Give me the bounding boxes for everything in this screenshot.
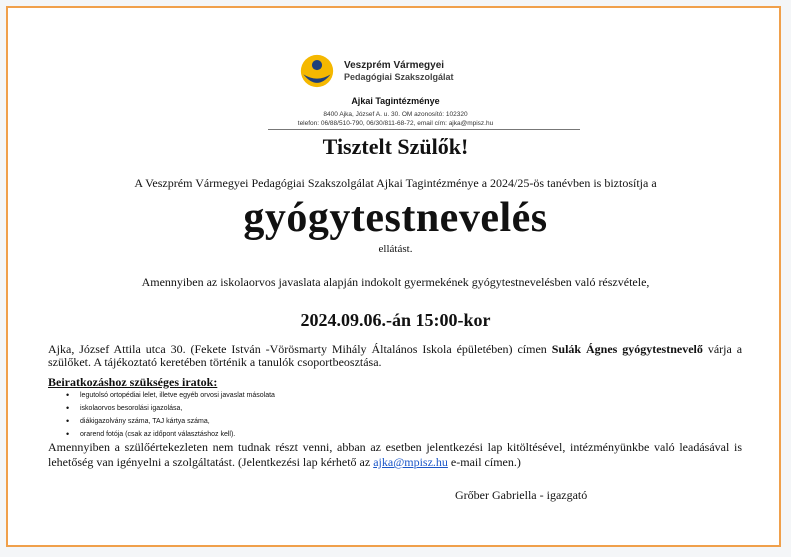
- teacher-name: Sulák Ágnes gyógytestnevelő: [551, 342, 703, 356]
- address-line: 8400 Ajka, József A. u. 30. OM azonosító: 102320: [323, 111, 468, 118]
- unit-name: Ajkai Tagintézménye: [351, 96, 440, 106]
- letterhead-address: [0, 110, 791, 128]
- meeting-date: 2024.09.06.-án 15:00-kor: [300, 310, 491, 330]
- contact-line: telefon: 06/88/510-790, 06/30/811-68-72, email cím: ajka@mpisz.hu: [297, 120, 494, 128]
- headline-subtext: ellátást.: [378, 243, 413, 255]
- signature: Grőber Gabriella - igazgató: [455, 488, 588, 502]
- email-link[interactable]: ajka@mpisz.hu: [373, 455, 448, 469]
- closing-text-end: e-mail címen.): [450, 455, 521, 469]
- list-item: • orarend fotója (csak az időpont választáshoz kell).: [70, 428, 275, 441]
- headline: gyógytestnevelés: [243, 195, 548, 241]
- org-name-line1: Veszprém Vármegyei: [344, 60, 445, 72]
- condition-paragraph: Amennyiben az iskolaorvos javaslata alapján indokolt gyermekének gyógytestnevelésben való részvétele,: [141, 275, 650, 289]
- list-item: • legutolsó ortopédiai lelet, illetve egyéb orvosi javaslat másolata: [70, 389, 275, 402]
- org-name-line2: Pedagógiai Szakszolgálat: [344, 71, 454, 82]
- location-text-after: várja a szülőket. A tájékoztató keretében történik a tanulók csoportbeosztása.: [48, 342, 743, 369]
- closing-paragraph: [48, 440, 742, 470]
- requirements-list: [60, 389, 275, 441]
- organization-name: [344, 60, 454, 82]
- list-item: • diákigazolvány száma, TAJ kártya száma,: [70, 415, 275, 428]
- salutation-title: Tisztelt Szülők!: [322, 134, 469, 159]
- closing-text: Amennyiben a szülőértekezleten nem tudnak részt venni, abban az esetben jelentkezési lap kitöltésével, intézményünkbe való leadásával is lehetőség van igényelni a szolgáltatást. (Jelentkezési lap kérhető az: [48, 440, 742, 469]
- location-text: Ajka, József Attila utca 30. (Fekete István -Vörösmarty Mihály Általános Iskola épületében) címen: [48, 342, 547, 356]
- location-paragraph: [48, 343, 742, 369]
- list-item: • iskolaorvos besorolási igazolása,: [70, 402, 275, 415]
- letterhead-logo-row: [300, 54, 454, 88]
- intro-paragraph: A Veszprém Vármegyei Pedagógiai Szakszolgálat Ajkai Tagintézménye a 2024/25-ös tanévben is biztosítja a: [134, 176, 657, 190]
- letterhead-divider: [268, 129, 580, 130]
- organization-logo-icon: [300, 54, 334, 88]
- requirements-title: Beiratkozáshoz szükséges iratok:: [48, 375, 218, 389]
